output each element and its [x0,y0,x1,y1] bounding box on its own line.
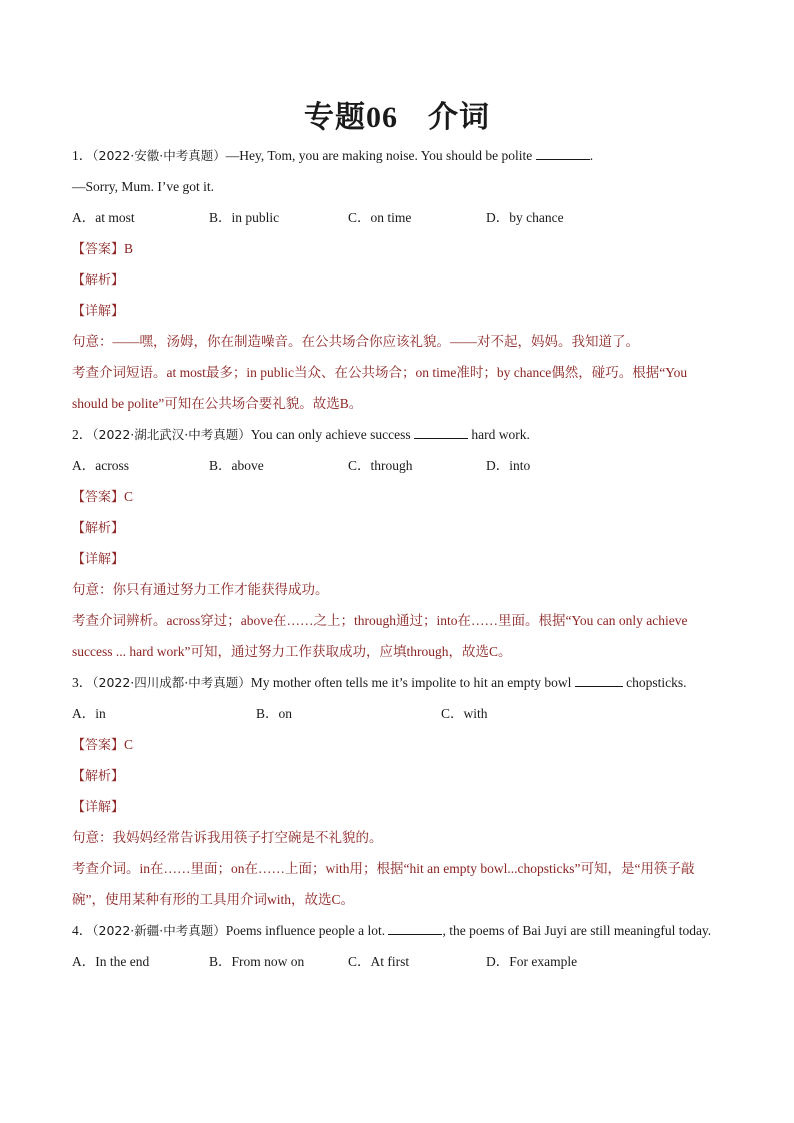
question-1-meaning: 句意：——嘿，汤姆，你在制造噪音。在公共场合你应该礼貌。——对不起，妈妈。我知道了。 [72,334,639,349]
question-3-stem [72,667,724,698]
dialogue-reply: —Sorry, Mum. I’ve got it. [72,179,214,194]
question-1-stem [72,140,724,171]
answer-blank [536,146,590,160]
option-a: A．In the end [72,954,150,969]
question-number: 4． [72,923,93,938]
question-text: My mother often tells me it’s impolite to hit an empty bowl [250,675,572,690]
detail-label: 【详解】 [72,800,125,815]
option-b: B．on [256,706,293,721]
option-c: C．At first [348,954,410,969]
question-text-end: hard work. [471,427,530,442]
page-title [0,92,794,136]
option-c: C．through [348,458,413,473]
question-4-stem [72,915,724,946]
question-list [72,140,724,977]
question-1-options [72,202,724,233]
question-3-options [72,698,724,729]
option-c: C．on time [348,210,412,225]
question-number: 1． [72,148,93,163]
answer-value: B [124,241,134,256]
option-d: D．For example [486,954,578,969]
question-3-analysis [72,760,724,791]
analysis-label: 【解析】 [72,769,125,784]
question-text: —Hey, Tom, you are making noise. You should be polite [225,148,533,163]
answer-value: C [124,737,134,752]
answer-value: C [124,489,134,504]
question-source: （2022·安徽·中考真题） [92,148,226,163]
question-1-explanation: 考查介词短语。at most最多；in public当众、在公共场合；on time准时；by chance偶然，碰巧。根据“You should be polite”可知在公共场合要礼貌。故选B。 [72,365,688,411]
question-2-analysis [72,512,724,543]
question-number: 3． [72,675,93,690]
question-number: 2． [72,427,93,442]
answer-label: 【答案】 [72,738,125,753]
question-2-detail [72,543,724,574]
question-3-meaning: 句意：我妈妈经常告诉我用筷子打空碗是不礼貌的。 [72,830,383,845]
answer-label: 【答案】 [72,242,125,257]
detail-label: 【详解】 [72,552,125,567]
question-text: You can only achieve success [250,427,411,442]
question-3-explanation: 考查介词。in在……里面；on在……上面；with用；根据“hit an empty bowl...chopsticks”可知，是“用筷子敲碗”，使用某种有形的工具用介词with，故选C。 [72,861,695,907]
question-text-end: chopsticks. [626,675,687,690]
option-a: A．in [72,706,106,721]
answer-blank [414,425,468,439]
option-a: A．across [72,458,129,473]
question-2-explanation: 考查介词辨析。across穿过；above在……之上；through通过；into在……里面。根据“You can only achieve success ... hard work”可知，通过努力工作获取成功，应填through，故选C。 [72,613,688,659]
question-2-options [72,450,724,481]
question-text-end: , the poems of Bai Juyi are still meaningful today. [442,923,712,938]
answer-blank [575,673,623,687]
question-text-end: . [589,148,594,163]
answer-blank [388,921,442,935]
question-4-options [72,946,724,977]
option-a: A．at most [72,210,135,225]
analysis-label: 【解析】 [72,521,125,536]
answer-label: 【答案】 [72,490,125,505]
analysis-label: 【解析】 [72,273,125,288]
question-text: Poems influence people a lot. [225,923,386,938]
question-source: （2022·湖北武汉·中考真题） [92,427,251,442]
title-main: 专题06 [304,101,398,134]
question-2-meaning: 句意：你只有通过努力工作才能获得成功。 [72,582,329,597]
question-2-stem [72,419,724,450]
question-1-answer [72,233,724,264]
question-3-detail [72,791,724,822]
option-b: B．in public [209,210,280,225]
option-d: D．into [486,458,531,473]
title-sub: 介词 [428,101,490,134]
question-source: （2022·四川成都·中考真题） [92,675,251,690]
detail-label: 【详解】 [72,304,125,319]
option-d: D．by chance [486,210,564,225]
question-1-reply [72,171,724,202]
question-3-answer [72,729,724,760]
question-1-analysis [72,264,724,295]
question-2-answer [72,481,724,512]
question-source: （2022·新疆·中考真题） [92,923,226,938]
question-1-detail [72,295,724,326]
option-b: B．From now on [209,954,305,969]
option-b: B．above [209,458,264,473]
option-c: C．with [441,706,488,721]
